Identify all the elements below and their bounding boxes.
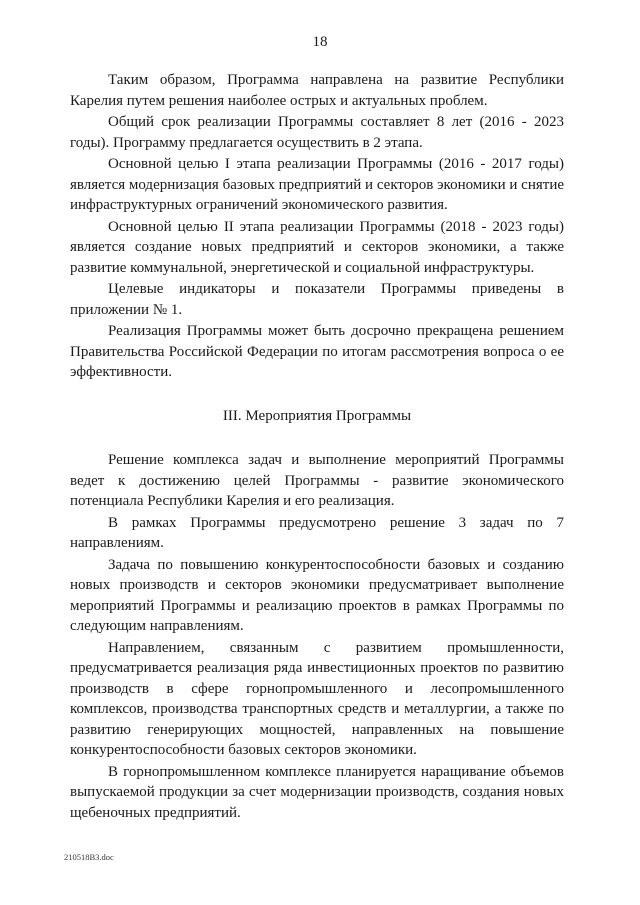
paragraph: Основной целью II этапа реализации Программы (2018 - 2023 годы) является создание новых предприятий и секторов экономики, а также развитие коммунальной, энергетической и социальной инфраструктуры.	[70, 218, 564, 276]
document-body	[70, 70, 564, 824]
paragraph: Основной целью I этапа реализации Программы (2016 - 2017 годы) является модернизация базовых предприятий и секторов экономики и снятие инфраструктурных ограничений экономического развития.	[70, 156, 564, 213]
paragraph: Общий срок реализации Программы составляет 8 лет (2016 - 2023 годы). Программу предлагается осуществить в 2 этапа.	[70, 114, 564, 151]
paragraph: Направлением, связанным с развитием промышленности, предусматривается реализация ряда инвестиционных проектов по развитию производств в сфере горнопромышленного и лесопромышленного комплексов, производства транспортных средств и металлургии, а также по развитию генерирующих мощностей, направленных на повышение конкурентоспособности базовых секторов экономики.	[70, 639, 564, 758]
paragraph: Задача по повышению конкурентоспособности базовых и созданию новых производств и секторов экономики предусматривает выполнение мероприятий Программы и реализацию проектов в рамках Программы по следующим направлениям.	[70, 556, 564, 634]
paragraph: Целевые индикаторы и показатели Программы приведены в приложении № 1.	[70, 281, 564, 318]
footer-filename: 210518В3.doc	[64, 852, 114, 862]
paragraph: Таким образом, Программа направлена на развитие Республики Карелия путем решения наиболее острых и актуальных проблем.	[70, 72, 564, 109]
section-heading: III. Мероприятия Программы	[222, 407, 412, 424]
paragraph: В рамках Программы предусмотрено решение 3 задач по 7 направлениям.	[70, 514, 564, 551]
paragraph: В горнопромышленном комплексе планируется наращивание объемов выпускаемой продукции за счет модернизации производств, создания новых щебеночных предприятий.	[70, 763, 564, 821]
page-number: 18	[312, 34, 328, 50]
paragraph: Решение комплекса задач и выполнение мероприятий Программы ведет к достижению целей Программы - развитие экономического потенциала Республики Карелия и его реализация.	[70, 452, 564, 509]
paragraph: Реализация Программы может быть досрочно прекращена решением Правительства Российской Федерации по итогам рассмотрения вопроса о ее эффективности.	[70, 323, 564, 380]
